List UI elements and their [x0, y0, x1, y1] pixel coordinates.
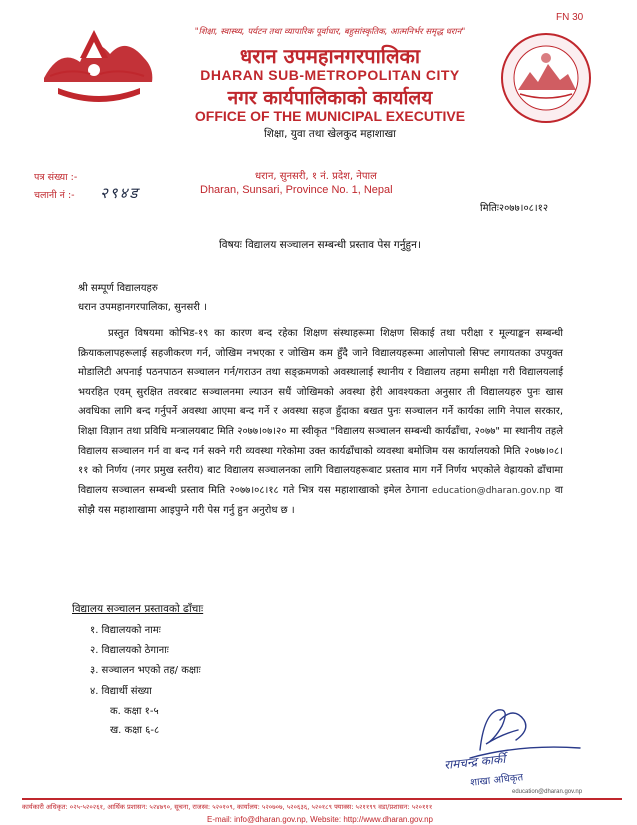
municipality-title-english: DHARAN SUB-METROPOLITAN CITY	[200, 67, 460, 83]
format-list-item: ३. सञ्चालन भएको तह/ कक्षाः	[90, 665, 201, 676]
body-text: वा सोझै यस महाशाखामा आइपुग्ने गरी पेस गर्नु हुन अनुरोध छ ।	[78, 484, 563, 517]
dispatch-number-handwritten: २९४ड	[100, 184, 140, 202]
footer-web-email: E-mail: info@dharan.gov.np, Website: http://www.dharan.gov.np	[206, 815, 434, 824]
office-title-nepali: नगर कार्यपालिकाको कार्यालय	[227, 87, 433, 109]
letter-subject: विषयः विद्यालय सञ्चालन सम्बन्धी प्रस्ताव पेस गर्नुहुन।	[219, 239, 421, 251]
municipality-seal-icon	[496, 28, 596, 128]
format-list-item: ४. विद्यार्थी संख्या	[90, 686, 152, 697]
office-address-english: Dharan, Sunsari, Province No. 1, Nepal	[200, 184, 393, 196]
letter-body	[78, 324, 563, 521]
email-link[interactable]: education@dharan.gov.np	[432, 485, 551, 496]
signer-title: शाखा अधिकृत	[469, 772, 524, 789]
municipality-title-nepali: धरान उपमहानगरपालिका	[239, 44, 421, 68]
body-text: प्रस्तुत विषयमा कोभिड-१९ का कारण बन्द रहेका शिक्षण संस्थाहरूमा शिक्षण सिकाई तथा परीक्षा र मूल्याङ्कन सम्बन्धी क्रियाकलापहरूलाई सहजीकरण गर्न, जोखिम नभएका र जोखिम कम हुँदै जाने विद्यालयहरूमा आलोपालो सिफ्ट लगायतका उपयुक्त मोडालिटी अपनाई पठनपाठन सञ्चालन गर्न/गराउन तथा सङ्क्रमणको अवस्थालाई स्थानीय र विद्यालय तहमा समीक्षा गरी विद्यालयलाई भयरहित एवम् सुरक्षित तवरबाट सञ्चालनमा ल्याउन सधैं जोखिमको अवस्था हेरी आवश्यकता अनुसार ती विद्यालयहरु पुनः खास अवधिका लागि बन्द गर्नुपर्ने अवस्था आएमा बन्द गर्ने र अवस्था सहज हुँदाका बखत पुनः सञ्चालन गर्ने कार्यका लागि नेपाल सरकार, शिक्षा विज्ञान तथा प्रविधि मन्त्रालयबाट मिति २०७७।०७।२० मा स्वीकृत "विद्यालय सञ्चालन सम्बन्धी कार्यढाँचा, २०७७" मा स्थानीय तहले विद्यालय सञ्चालन गर्न वा बन्द गर्न सक्ने गरी व्यवस्था गरेकोमा उक्त कार्यढाँचाको व्यवस्था बमोजिम यस कार्यालयको मिति २०७७।०८।११ को निर्णय (नगर प्रमुख स्तरीय) बाट विद्यालय सञ्चालनका लागि विद्यालयहरूबाट प्रस्ताव माग गर्ने निर्णय भएकोले वेह्रायको ढाँचामा विद्यालय सञ्चालन सम्बन्धी प्रस्ताव मिति २०७७।०८।१८ गते भित्र यस महाशाखाको इमेल ठेगाना	[78, 328, 563, 496]
letter-date: मितिः२०७७।०८।१२	[480, 203, 549, 214]
format-sub-item: क. कक्षा १-५	[110, 706, 159, 717]
footer-divider	[22, 798, 622, 800]
section-name: शिक्षा, युवा तथा खेलकुद महाशाखा	[264, 128, 396, 140]
header-slogan: "शिक्षा, स्वास्थ्य, पर्यटन तथा व्यापारिक पूर्वाधार, बहुसांस्कृतिक, आत्मनिर्भर समृद्ध धरान"	[194, 27, 466, 37]
office-address-nepali: धरान, सुनसरी, १ नं. प्रदेश, नेपाल	[255, 171, 377, 182]
letter-number-label: पत्र संख्या :-	[34, 172, 78, 183]
addressee-line: धरान उपमहानगरपालिका, सुनसरी ।	[78, 302, 207, 313]
office-title-english: OFFICE OF THE MUNICIPAL EXECUTIVE	[194, 108, 466, 124]
format-list-item: १. विद्यालयको नामः	[90, 625, 161, 636]
signature-stamp-email: education@dharan.gov.np	[512, 789, 583, 795]
footer-contacts: कार्यकारी अधिकृत: ०२५-५२०२६१, आर्थिक प्रशासन: ५२४७९०, सूचना, राजस्व: ५२०१०९, कार्यालय: ५२०७०७, ५२०६३६, ५२०१८९ फ्याक्स: ५२११९९ वडा/प्रशासन: ५२०१११	[22, 803, 433, 811]
signer-name: रामचन्द्र कार्की	[443, 751, 506, 773]
format-sub-item: ख. कक्षा ६-८	[110, 725, 160, 736]
proposal-format-heading: विद्यालय सञ्चालन प्रस्तावको ढाँचाः	[72, 603, 204, 615]
form-code: FN 30	[556, 12, 584, 23]
format-list-item: २. विद्यालयको ठेगानाः	[90, 645, 169, 656]
addressee-line: श्री सम्पूर्ण विद्यालयहरु	[78, 283, 158, 294]
dispatch-number-label: चलानी नं :-	[34, 190, 75, 201]
